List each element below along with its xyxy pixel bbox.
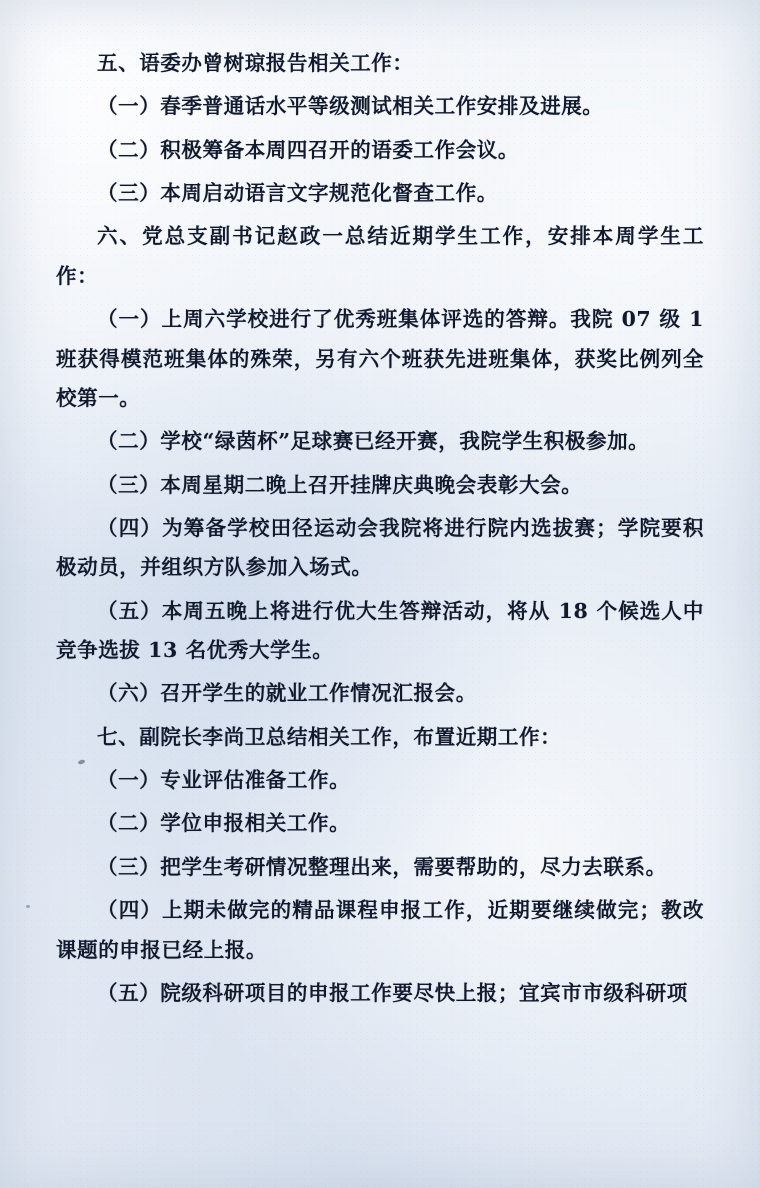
paragraph-six-item-1: （一）上周六学校进行了优秀班集体评选的答辩。我院 07 级 1 班获得模范班集体的殊荣，另有六个班获先进班集体，获奖比例列全校第一。 — [56, 307, 704, 410]
paragraph-seven-item-4: （四）上期未做完的精品课程申报工作，近期要继续做完；教改课题的申报已经上报。 — [56, 898, 704, 962]
paragraph-six-item-4: （四）为筹备学校田径运动会我院将进行院内选拔赛；学院要积极动员，并组织方队参加入场式。 — [56, 515, 704, 580]
paragraph-seven-item-2: （二）学位申报相关工作。 — [97, 811, 351, 836]
paragraph-six-item-3: （三）本周星期二晚上召开挂牌庆典晚会表彰大会。 — [97, 472, 583, 497]
paragraph-seven-item-5: （五）院级科研项目的申报工作要尽快上报；宜宾市市级科研项 — [97, 980, 688, 1005]
section-heading-seven: 七、副院长李尚卫总结相关工作，布置近期工作： — [97, 724, 562, 749]
paragraph-five-item-3: （三）本周启动语言文字规范化督查工作。 — [97, 181, 498, 206]
paragraph-six-item-6: （六）召开学生的就业工作情况汇报会。 — [97, 681, 477, 706]
section-heading-five: 五、语委办曾树琼报告相关工作： — [97, 51, 414, 75]
paragraph-seven-item-3: （三）把学生考研情况整理出来，需要帮助的，尽力去联系。 — [97, 854, 667, 879]
paragraph-five-item-1: （一）春季普通话水平等级测试相关工作安排及进展。 — [97, 94, 604, 119]
paragraph-seven-item-1: （一）专业评估准备工作。 — [97, 768, 351, 793]
paragraph-six-item-2: （二）学校“绿茵杯”足球赛已经开赛，我院学生积极参加。 — [97, 429, 650, 454]
paragraph-five-item-2: （二）积极筹备本周四召开的语委工作会议。 — [97, 137, 519, 162]
section-heading-six: 六、党总支副书记赵政一总结近期学生工作，安排本周学生工作： — [56, 224, 704, 288]
paragraph-six-item-5: （五）本周五晚上将进行优大生答辩活动，将从 18 个候选人中竞争选拔 13 名优秀大学生。 — [56, 598, 704, 663]
